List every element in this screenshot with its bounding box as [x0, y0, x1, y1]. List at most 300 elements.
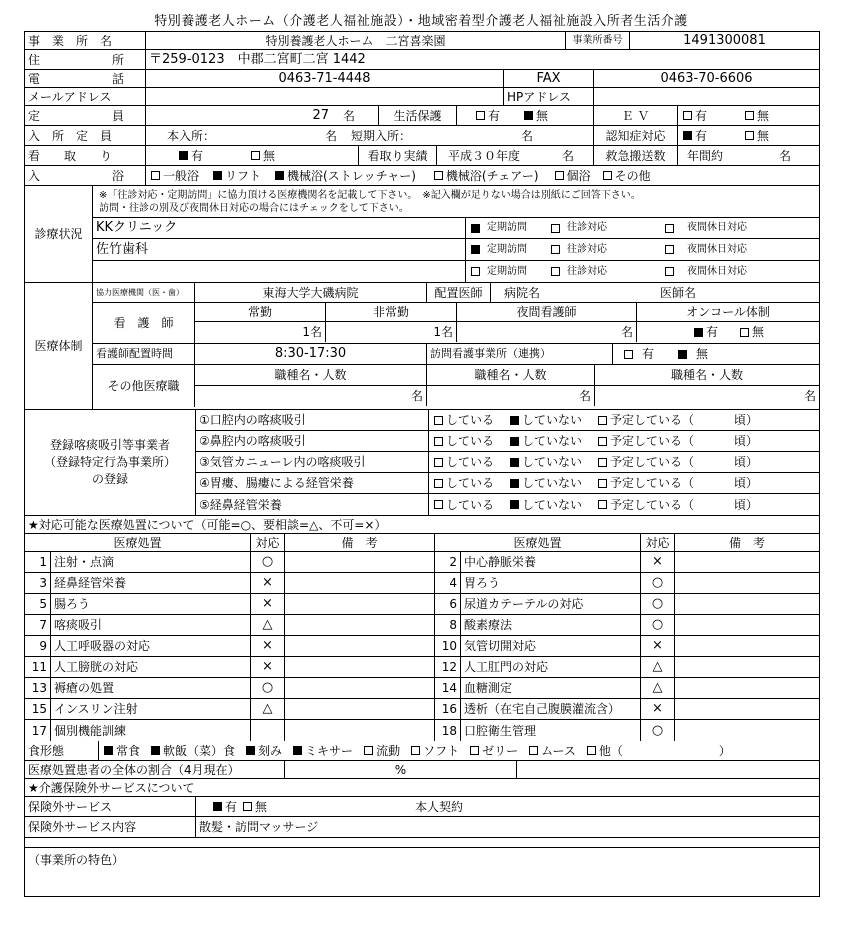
suction-not-checkbox[interactable]: [510, 416, 519, 425]
bath-general-label: 一般浴: [163, 168, 200, 183]
food-option-label: 流動: [376, 743, 401, 758]
other-staff-header: [195, 365, 819, 386]
treatment-note: [675, 573, 819, 593]
spacer: [25, 838, 819, 847]
treatment-mark: △: [641, 678, 675, 698]
bathing-options: [146, 166, 819, 185]
oncall-header: オンコール体制: [686, 305, 770, 319]
house-call-label: 往診対応: [567, 222, 607, 233]
food-option-checkbox[interactable]: [246, 746, 255, 755]
treatment-note: [675, 720, 819, 741]
treatment-number: 8: [435, 615, 461, 635]
service-content-label: 保険外サービス内容: [25, 817, 196, 837]
treatment-note: [285, 720, 435, 741]
treatment-note: [285, 615, 435, 635]
treatment-mark: △: [251, 615, 285, 635]
suction-plan-label: 予定している（: [610, 476, 695, 490]
food-option-label: 軟飯（菜）食: [163, 743, 236, 758]
hospital-name-label: 病院名: [504, 285, 541, 300]
treatment-name: 口腔衛生管理: [461, 720, 641, 741]
number-label: 事業所番号: [566, 32, 630, 49]
admission-values: [146, 126, 594, 145]
suction-doing-checkbox[interactable]: [434, 437, 443, 446]
treatment-row: [25, 552, 819, 573]
visit-label: 定期訪問: [487, 222, 527, 233]
treatment-row: [25, 594, 819, 615]
food-option-label: 他（ ）: [598, 743, 731, 758]
bath-lift-checkbox[interactable]: [213, 171, 222, 180]
treatment-note: [285, 678, 435, 698]
treatment-name: 腸ろう: [51, 594, 251, 614]
other-staff-label: その他医療職: [93, 365, 195, 407]
emergency-prefix: 年間約: [687, 148, 724, 163]
dementia-no-label: 無: [757, 128, 770, 143]
fulltime-unit: 名: [309, 325, 322, 339]
food-option-checkbox[interactable]: [411, 746, 420, 755]
treatment-number: 9: [25, 636, 51, 656]
doctor-values: [491, 283, 819, 302]
suction-label: [25, 410, 196, 515]
terminal-record-label: 看取り実績: [359, 146, 437, 165]
night-nurse-unit: 名: [620, 325, 633, 339]
food-option-checkbox[interactable]: [151, 746, 160, 755]
oncall-options: [637, 322, 819, 342]
welfare-no-checkbox[interactable]: [524, 111, 533, 120]
suction-not-label: していない: [522, 497, 583, 512]
treatment-note: [675, 699, 819, 719]
admission-label: 入 所 定 員: [25, 126, 146, 145]
service-yes-checkbox[interactable]: [213, 802, 222, 811]
food-option-label: 常食: [116, 743, 141, 758]
treatment-mark: ×: [641, 699, 675, 719]
col-ok: 対応: [641, 534, 675, 551]
treatment-note: [675, 657, 819, 677]
oncall-no-label: 無: [752, 325, 765, 339]
food-option-checkbox[interactable]: [364, 746, 373, 755]
treatment-name: 尿道カテーテルの対応: [461, 594, 641, 614]
nurse-label: 看 護 師: [93, 303, 195, 343]
treatment-number: 6: [435, 594, 461, 614]
job-unit: 名: [803, 389, 816, 403]
suction-item-row: [196, 494, 819, 515]
welfare-options: [457, 106, 594, 125]
food-options: [99, 741, 819, 760]
food-option-label: 刻み: [258, 743, 283, 758]
treatment-name: 人工膀胱の対応: [51, 657, 251, 677]
treatment-note: [285, 657, 435, 677]
food-option-checkbox[interactable]: [470, 746, 479, 755]
treatment-mark: ×: [251, 594, 285, 614]
email-row: [25, 88, 819, 106]
treatment-name: 人工呼吸器の対応: [51, 636, 251, 656]
visit-nursing-options: [613, 344, 819, 364]
suction-doing-checkbox[interactable]: [434, 500, 443, 509]
treatment-mark: ○: [641, 720, 675, 741]
suction-doing-label: している: [446, 497, 495, 512]
welfare-yes-label: 有: [488, 108, 501, 123]
treatment-mark: ○: [641, 573, 675, 593]
treatment-name: 血糖測定: [461, 678, 641, 698]
treatment-number: 3: [25, 573, 51, 593]
suction-not-checkbox[interactable]: [510, 458, 519, 467]
service-yes-label: 有: [225, 799, 238, 814]
suction-item-row: [196, 452, 819, 473]
visit-nursing-no-checkbox[interactable]: [678, 350, 687, 359]
food-option-label: ゼリー: [482, 743, 519, 758]
visit-nursing-yes-checkbox[interactable]: [624, 350, 633, 359]
terminal-yes-label: 有: [191, 148, 204, 163]
spacer-row: [25, 838, 819, 848]
hp-label: HPアドレス: [504, 88, 594, 105]
suction-not-label: していない: [522, 455, 583, 469]
treatment-name: 透析（在宅自己腹膜灌流含）: [461, 699, 641, 719]
record-year: 平成３０年度: [448, 148, 521, 163]
col-ok: 対応: [251, 534, 285, 551]
service-heading: ★介護保険外サービスについて: [28, 780, 195, 795]
capacity-unit: 名: [342, 108, 355, 123]
job-header: 職種名・人数: [427, 365, 595, 385]
bath-general-checkbox[interactable]: [151, 171, 160, 180]
form-title: 特別養護老人ホーム（介護老人福祉施設）・地域密着型介護老人福祉施設入所者生活介護: [154, 14, 688, 29]
suction-item-options: [429, 473, 819, 493]
house-call-checkbox[interactable]: [551, 224, 560, 233]
suction-item-label: ①口腔内の喀痰吸引: [196, 410, 429, 430]
features-label: （事業所の特色）: [28, 853, 125, 867]
treatment-name: 胃ろう: [461, 573, 641, 593]
ev-options: [678, 106, 819, 125]
other-staff-values: [195, 386, 819, 406]
admission-main-unit: 名: [325, 128, 338, 143]
capacity-value: [146, 106, 379, 125]
address-label: 住 所: [25, 50, 146, 69]
suction-not-checkbox[interactable]: [510, 437, 519, 446]
suction-doing-label: している: [446, 476, 495, 490]
parttime-header: 非常勤: [326, 303, 457, 321]
coop-row: [93, 283, 819, 303]
clinic-name: 佐竹歯科: [93, 239, 466, 260]
treatment-note: [675, 678, 819, 698]
treatment-row: [25, 720, 819, 741]
terminal-no-checkbox[interactable]: [251, 151, 260, 160]
suction-item-row: [196, 410, 819, 431]
dementia-yes-checkbox[interactable]: [683, 131, 692, 140]
treatment-mark: ○: [251, 552, 285, 572]
clinic-flags: [466, 261, 819, 282]
nurse-hours-label: 看護師配置時間: [93, 344, 195, 364]
night-nurse-header: 夜間看護師: [457, 303, 637, 321]
col-name: 医療処置: [25, 534, 251, 551]
fulltime-header: 常勤: [195, 303, 326, 321]
terminal-record-value: [437, 146, 594, 165]
medical-system-block: [25, 283, 819, 410]
oncall-no-checkbox[interactable]: [740, 328, 749, 337]
treatment-row: [25, 699, 819, 720]
treatments-heading-row: [25, 516, 819, 534]
food-option-label: ソフト: [423, 743, 460, 758]
treatment-number: 17: [25, 720, 51, 741]
suction-not-label: していない: [522, 413, 583, 427]
features-row: [25, 848, 819, 896]
treatment-note: [285, 699, 435, 719]
fulltime-value: [195, 322, 326, 342]
job-unit: 名: [427, 386, 595, 406]
fax-label: FAX: [504, 70, 594, 87]
suction-doing-label: している: [446, 455, 495, 469]
welfare-yes-checkbox[interactable]: [476, 111, 485, 120]
bath-other-checkbox[interactable]: [603, 171, 612, 180]
treatment-row: [25, 615, 819, 636]
medical-status-label: 診療状況: [25, 186, 93, 282]
ratio-row: [25, 761, 819, 779]
night-checkbox[interactable]: [665, 245, 674, 254]
suction-doing-label: している: [446, 413, 495, 427]
coop-value: 東海大学大磯病院: [195, 283, 427, 302]
suction-item-options: [429, 431, 819, 451]
service-row: [25, 797, 819, 817]
ratio-unit: %: [285, 761, 517, 778]
treatment-number: 14: [435, 678, 461, 698]
treatment-number: 11: [25, 657, 51, 677]
night-label: 夜間休日対応: [687, 222, 747, 233]
email-label: メールアドレス: [25, 88, 146, 105]
address-value: 〒259-0123 中郡二宮町二宮 1442: [149, 51, 366, 67]
name-row: [25, 32, 819, 50]
food-option-label: ムース: [541, 743, 576, 758]
phone-row: [25, 70, 819, 88]
bath-chair-checkbox[interactable]: [434, 171, 443, 180]
medical-note-line2: 訪問・往診の別及び夜間休日対応の場合にはチェックをして下さい。: [99, 202, 409, 214]
suction-plan-label: 予定している（: [610, 413, 695, 427]
treatment-mark: ×: [641, 636, 675, 656]
suction-plan-checkbox[interactable]: [598, 437, 607, 446]
bath-individual-checkbox[interactable]: [555, 171, 564, 180]
ev-yes-checkbox[interactable]: [683, 111, 692, 120]
bath-other-label: その他: [614, 168, 651, 183]
facility-number: 1491300081: [683, 32, 766, 48]
bath-stretcher-label: 機械浴(ストレッチャー): [287, 168, 416, 183]
treatment-number: 16: [435, 699, 461, 719]
visit-label: 定期訪問: [487, 243, 527, 255]
doctor-name-label: 医師名: [660, 285, 697, 300]
clinic-row: [93, 218, 819, 239]
coop-label: 協力医療機関（医・歯）: [93, 283, 195, 302]
food-option-checkbox[interactable]: [587, 746, 596, 755]
suction-plan-checkbox[interactable]: [598, 458, 607, 467]
suction-plan-checkbox[interactable]: [598, 479, 607, 488]
suction-when-label: 頃）: [734, 497, 759, 512]
treatments-header-row: [25, 534, 819, 552]
terminal-no-label: 無: [263, 148, 276, 163]
parttime-count: 1: [433, 325, 441, 339]
treatment-note: [675, 636, 819, 656]
parttime-unit: 名: [440, 325, 453, 339]
service-no-checkbox[interactable]: [243, 802, 252, 811]
night-checkbox[interactable]: [665, 224, 674, 233]
treatment-note: [675, 615, 819, 635]
suction-item-row: [196, 431, 819, 452]
job-header: 職種名・人数: [670, 368, 743, 382]
suction-when-label: 頃）: [734, 434, 759, 448]
treatment-number: 12: [435, 657, 461, 677]
email-value: [146, 88, 504, 105]
night-nurse-value: [457, 322, 637, 342]
welfare-no-label: 無: [536, 108, 549, 123]
night-label: 夜間休日対応: [687, 243, 747, 255]
emergency-unit: 名: [779, 148, 792, 163]
other-staff-block: [93, 365, 819, 407]
record-unit: 名: [562, 148, 575, 163]
suction-doing-checkbox[interactable]: [434, 416, 443, 425]
suction-doing-label: している: [446, 434, 495, 448]
suction-item-label: ④胃瘻、腸瘻による経管栄養: [196, 473, 429, 493]
house-call-label: 往診対応: [567, 243, 607, 255]
col-note: 備 考: [728, 535, 765, 550]
service-content-value: 散髪・訪問マッサージ: [199, 820, 319, 834]
suction-item-options: [429, 494, 819, 515]
admission-main-label: 本入所：: [167, 128, 216, 143]
dementia-yes-label: 有: [695, 128, 708, 143]
phone-label: 電 話: [25, 70, 146, 87]
suction-block: [25, 410, 819, 516]
treatment-number: 13: [25, 678, 51, 698]
fax-value: 0463-70-6606: [660, 70, 753, 86]
address-row: [25, 50, 819, 70]
bath-individual-label: 個浴: [566, 168, 591, 183]
treatment-note: [285, 573, 435, 593]
treatment-number: 2: [435, 552, 461, 572]
ev-label: Ｅ Ｖ: [594, 106, 678, 125]
house-call-checkbox[interactable]: [551, 245, 560, 254]
night-checkbox[interactable]: [665, 267, 674, 276]
hp-value: [594, 88, 819, 105]
job-header: 職種名・人数: [195, 365, 427, 385]
treatments-heading: ★対応可能な医療処置について（可能=○、要相談=△、不可=×）: [28, 517, 387, 532]
treatment-mark: △: [251, 699, 285, 719]
terminal-yes-checkbox[interactable]: [179, 151, 188, 160]
treatment-number: 1: [25, 552, 51, 572]
service-label: 保険外サービス: [25, 797, 196, 816]
suction-not-checkbox[interactable]: [510, 479, 519, 488]
visit-checkbox[interactable]: [471, 267, 480, 276]
treatment-note: [285, 552, 435, 572]
oncall-yes-checkbox[interactable]: [694, 328, 703, 337]
food-row: [25, 741, 819, 761]
bath-lift-label: リフト: [225, 168, 262, 183]
food-option-checkbox[interactable]: [293, 746, 302, 755]
treatment-mark: ×: [641, 552, 675, 572]
treatment-number: 10: [435, 636, 461, 656]
treatment-mark: ○: [251, 678, 285, 698]
emergency-value: [678, 146, 819, 165]
suction-plan-checkbox[interactable]: [598, 416, 607, 425]
treatment-number: 15: [25, 699, 51, 719]
service-contract: 本人契約: [415, 799, 464, 814]
treatment-note: [285, 636, 435, 656]
suction-label-line1: 登録喀痰吸引等事業者: [49, 438, 170, 452]
treatment-mark: ×: [251, 657, 285, 677]
capacity-row: [25, 106, 819, 126]
suction-item-label: ③気管カニューレ内の喀痰吸引: [196, 452, 429, 472]
nurse-value-row: [195, 322, 819, 342]
phone-value: 0463-71-4448: [146, 70, 504, 87]
suction-item-label: ②鼻腔内の喀痰吸引: [196, 431, 429, 451]
name-label: 事 業 所 名: [25, 32, 146, 49]
visit-checkbox[interactable]: [471, 224, 480, 233]
ev-yes-label: 有: [695, 108, 708, 123]
treatment-note: [675, 552, 819, 572]
visit-nursing-no-label: 無: [696, 347, 709, 361]
treatment-number: 18: [435, 720, 461, 741]
suction-not-checkbox[interactable]: [510, 500, 519, 509]
clinic-name: KKクリニック: [93, 218, 466, 238]
suction-when-label: 頃）: [734, 413, 759, 427]
food-option-label: ミキサー: [305, 743, 354, 758]
clinic-row: [93, 239, 819, 261]
fulltime-count: 1: [302, 325, 310, 339]
welfare-label: 生活保護: [379, 106, 457, 125]
house-call-checkbox[interactable]: [551, 267, 560, 276]
clinic-row: [93, 261, 819, 282]
visit-nursing-yes-label: 有: [642, 347, 655, 361]
suction-item-options: [429, 410, 819, 430]
food-option-checkbox[interactable]: [529, 746, 538, 755]
suction-doing-checkbox[interactable]: [434, 479, 443, 488]
facility-name: 特別養護老人ホーム 二宮喜楽園: [146, 32, 566, 49]
capacity-number: 27: [312, 107, 329, 123]
suction-when-label: 頃）: [734, 476, 759, 490]
suction-item-row: [196, 473, 819, 494]
medical-status-block: [25, 186, 819, 283]
treatment-name: 褥瘡の処置: [51, 678, 251, 698]
col-note: 備 考: [285, 534, 435, 551]
treatment-number: 4: [435, 573, 461, 593]
night-label: 夜間休日対応: [687, 265, 747, 277]
service-no-label: 無: [255, 799, 268, 814]
job-unit: 名: [195, 386, 427, 406]
dementia-no-checkbox[interactable]: [745, 131, 754, 140]
suction-doing-checkbox[interactable]: [434, 458, 443, 467]
treatment-name: 気管切開対応: [461, 636, 641, 656]
food-option-checkbox[interactable]: [104, 746, 113, 755]
admission-short-label: 短期入所：: [351, 128, 412, 143]
ratio-label: 医療処置患者の全体の割合（4月現在）: [25, 761, 285, 778]
bathing-row: [25, 166, 819, 186]
medical-system-label: 医療体制: [25, 283, 93, 409]
treatment-name: 注射・点滴: [51, 552, 251, 572]
treatment-number: 5: [25, 594, 51, 614]
treatment-name: インスリン注射: [51, 699, 251, 719]
clinic-name: [93, 261, 466, 282]
treatment-row: [25, 636, 819, 657]
treatment-mark: [251, 720, 285, 741]
house-call-label: 往診対応: [567, 265, 607, 277]
ratio-blank: [517, 761, 819, 778]
visit-checkbox[interactable]: [471, 245, 480, 254]
suction-plan-label: 予定している（: [610, 455, 695, 469]
visit-label: 定期訪問: [487, 265, 527, 277]
suction-when-label: 頃）: [734, 455, 759, 469]
suction-plan-checkbox[interactable]: [598, 500, 607, 509]
bath-stretcher-checkbox[interactable]: [275, 171, 284, 180]
suction-plan-label: 予定している（: [610, 434, 695, 448]
treatment-mark: △: [641, 657, 675, 677]
treatment-mark: ○: [641, 594, 675, 614]
ev-no-checkbox[interactable]: [745, 111, 754, 120]
suction-plan-label: 予定している（: [610, 497, 695, 512]
parttime-value: [326, 322, 457, 342]
visit-nursing-label: 訪問看護事業所（連携）: [427, 344, 613, 364]
treatment-mark: ×: [251, 636, 285, 656]
